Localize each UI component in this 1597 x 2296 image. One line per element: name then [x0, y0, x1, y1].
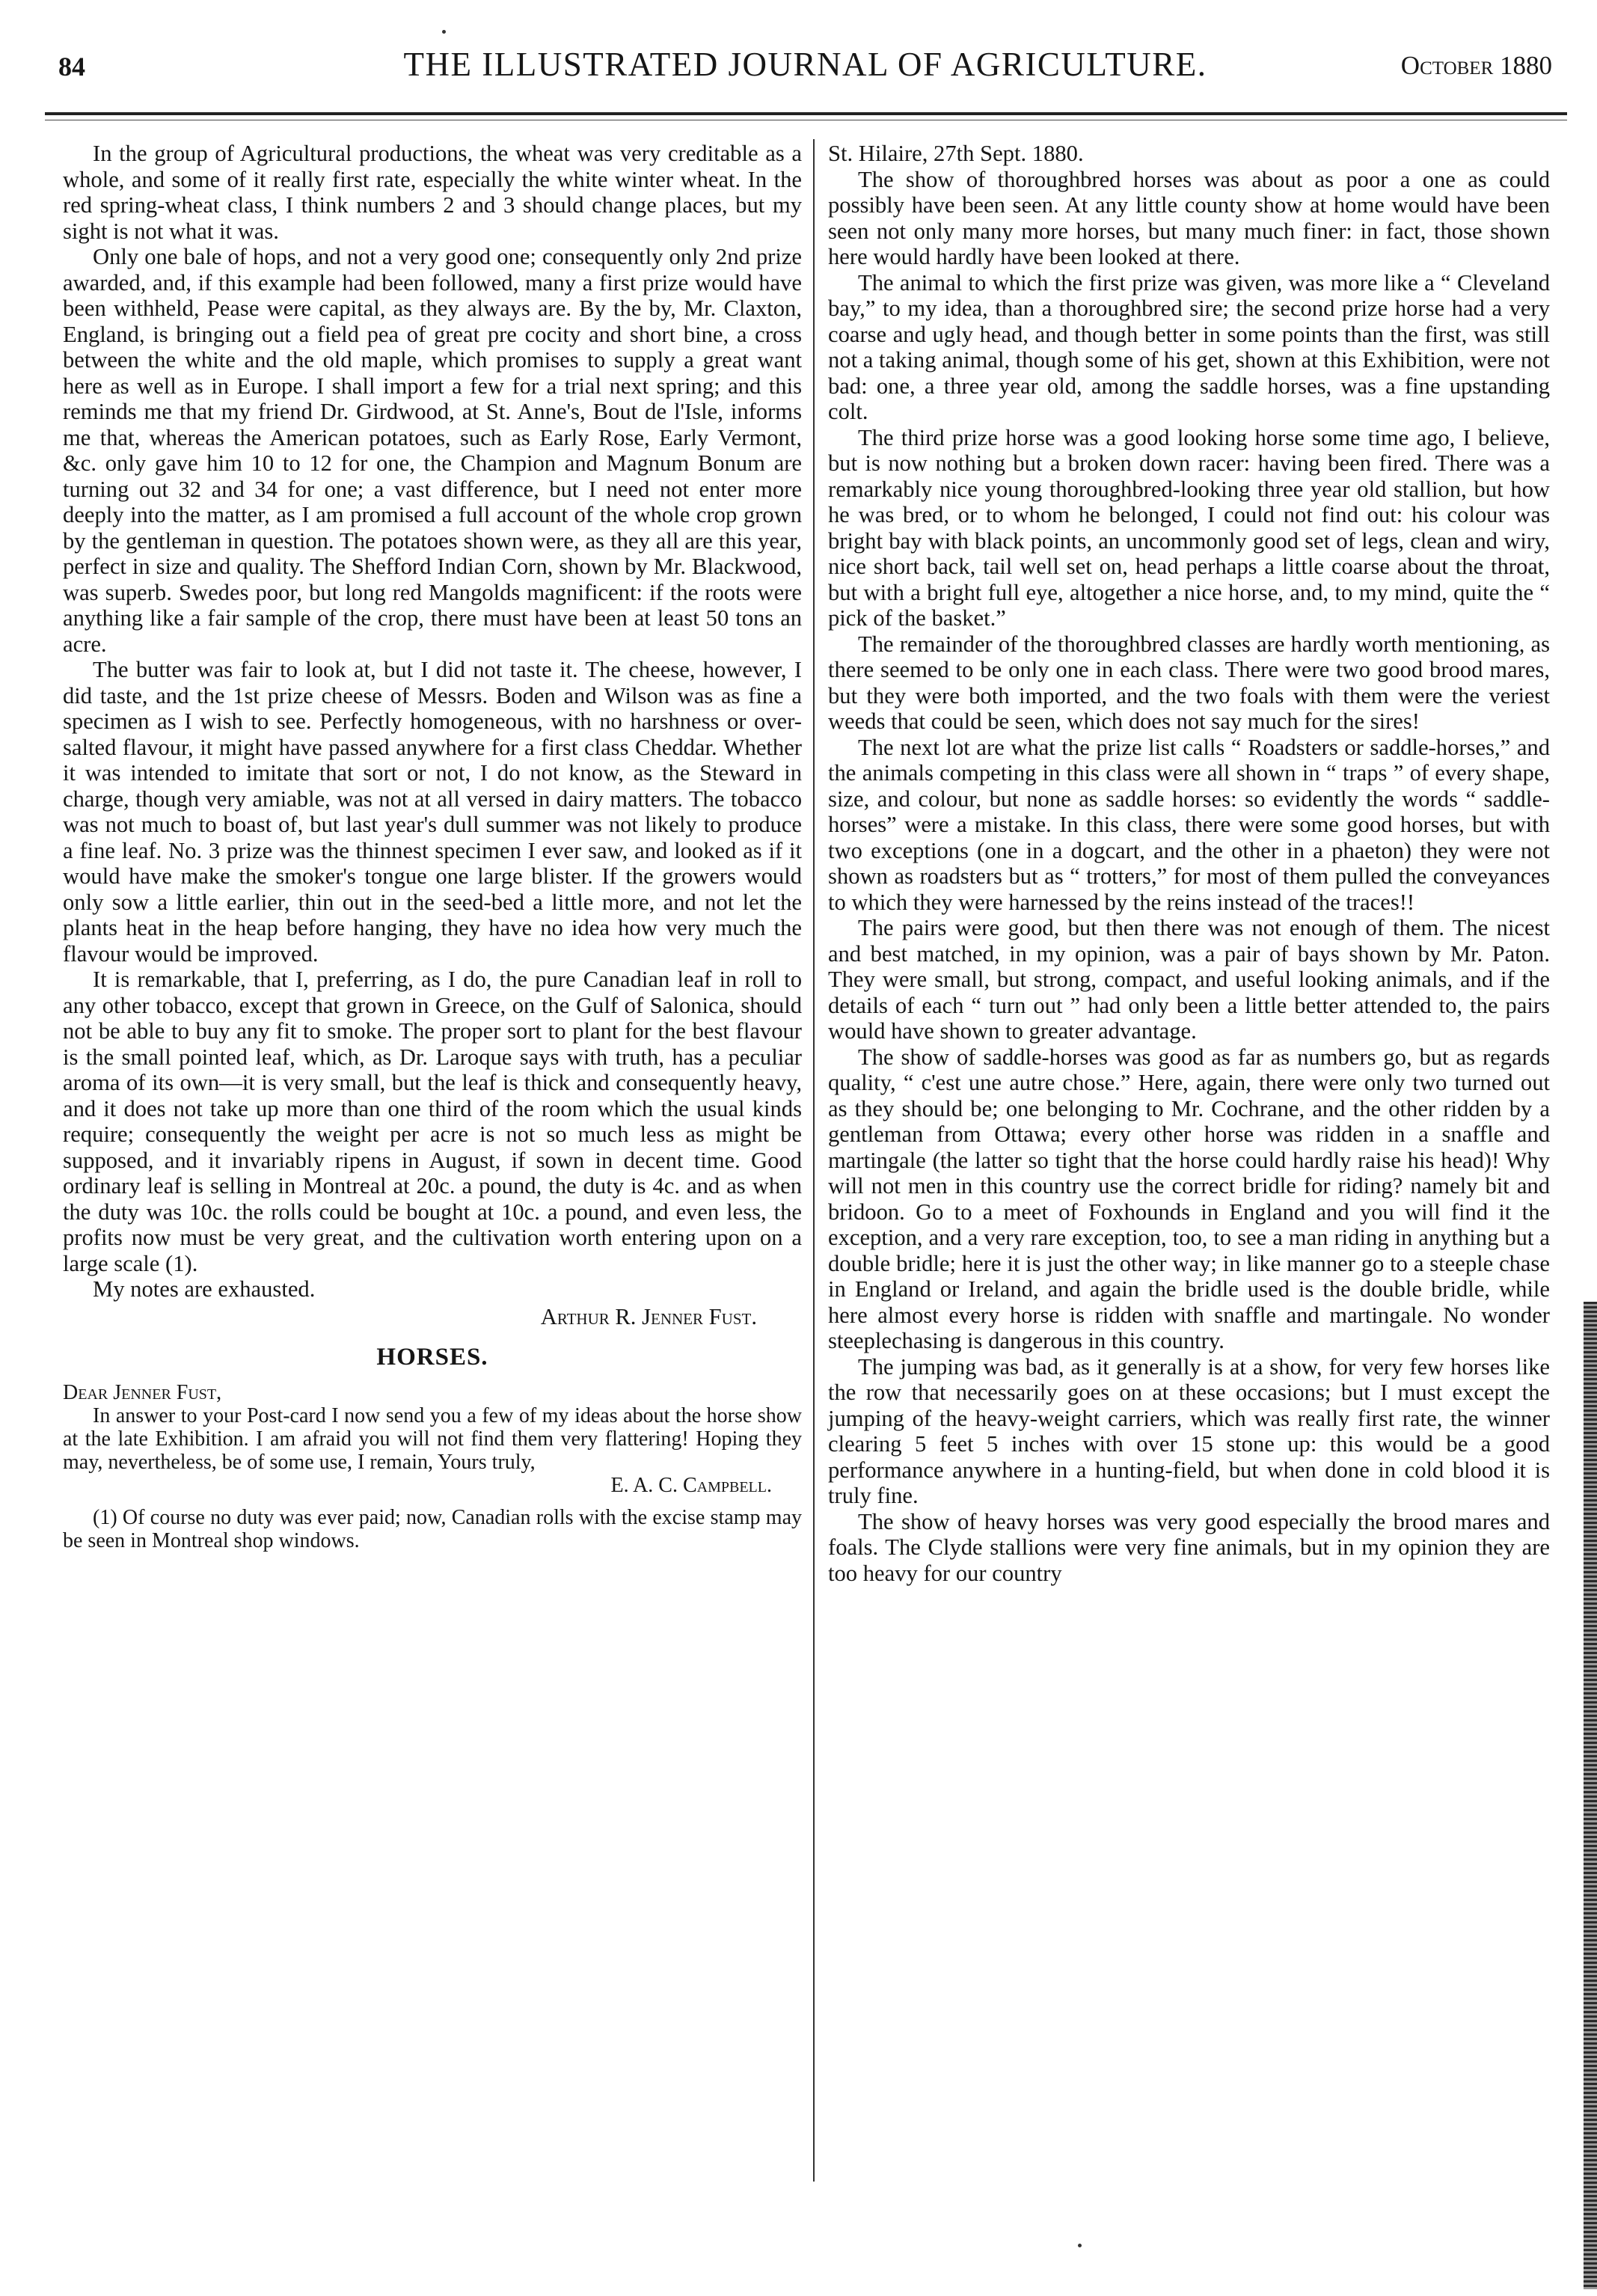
paragraph: The show of heavy horses was very good especially the brood mares and foals. The Clyde stallions were very fine animals, but in my opinion they are too heavy for our country: [828, 1508, 1550, 1586]
page-edge-scan-artifact: [1584, 1302, 1597, 2289]
paragraph: My notes are exhausted.: [93, 1276, 316, 1302]
paragraph: The next lot are what the prize list calls “ Roadsters or saddle-horses,” and the animals competing in this class were all shown in “ traps ” of every shape, size, and colour, but none as saddle horses: so evidently the words “ saddle-horses” were a mistake. In this class, there were some good horses, but with two exceptions (one in a dogcart, and the other in a phaeton) they were not shown as roadsters but as “ trotters,” for most of them pulled the conveyances to which they were harnessed by the reins instead of the traces!!: [828, 734, 1550, 915]
footnote: (1) Of course no duty was ever paid; now, Canadian rolls with the excise stamp may be seen in Montreal shop windows.: [63, 1505, 802, 1552]
paragraph: The butter was fair to look at, but I did not taste it. The cheese, however, I did taste, and the 1st prize cheese of Messrs. Boden and Wilson was as fine a specimen as I wish to see. Perfectly homogeneous, with no harshness or over-salted flavour, it might have passed anywhere for a first class Cheddar. Whether it was intended to imitate that sort or not, I do not know, as the Steward in charge, though very amiable, was not at all versed in dairy matters. The tobacco was not much to boast of, but last year's dull summer was not likely to produce a fine leaf. No. 3 prize was the thinnest specimen I ever saw, and looked as if it would have make the smoker's tongue one large blister. If the growers would only sow a little earlier, thin out in the seed-bed a little more, and not let the plants heat in the heap before hanging, they have no idea how very much the flavour would be improved.: [63, 657, 802, 967]
issue-date: October 1880: [1400, 51, 1552, 80]
column-divider: [813, 139, 815, 2182]
left-column: [63, 141, 802, 1552]
paragraph: The remainder of the thoroughbred classes are hardly worth mentioning, as there seemed to be only one in each class. There were two good brood mares, but they were both imported, and the two foals with them were the veriest weeds that could be seen, which does not say much for the sires!: [828, 631, 1550, 734]
paragraph: The jumping was bad, as it generally is at a show, for very few horses like the row that necessarily goes on at these occasions; but I must except the jumping of the heavy-weight carriers, which was really first rate, the winner clearing 5 feet 5 inches with over 15 stone up: this would be a good performance anywhere in a hunting-field, but when done in cold blood it is truly fine.: [828, 1353, 1550, 1508]
paragraph: The pairs were good, but then there was not enough of them. The nicest and best matched, in my opinion, was a pair of bays shown by Mr. Paton. They were small, but strong, compact, and useful looking animals, and if the details of each “ turn out ” had only been a little better attended to, the pairs would have shown to greater advantage.: [828, 915, 1550, 1044]
paragraph: The animal to which the first prize was given, was more like a “ Cleveland bay,” to my idea, than a thoroughbred sire; the second prize horse had a very coarse and ugly head, and though better in some points than the first, was still not a taking animal, though some of his get, shown at this Exhibition, were not bad: one, a three year old, among the saddle horses, was a fine upstanding colt.: [828, 269, 1550, 424]
page-number: 84: [58, 52, 85, 82]
dateline: St. Hilaire, 27th Sept. 1880.: [828, 141, 1084, 166]
paragraph: It is remarkable, that I, preferring, as I do, the pure Canadian leaf in roll to any other tobacco, except that grown in Greece, on the Gulf of Salonica, should not be able to buy any fit to smoke. The proper sort to plant for the best flavour is the small pointed leaf, which, as Dr. Laroque says with truth, has a peculiar aroma of its own—it is very small, but the leaf is thick and consequently heavy, and it does not take up more than one third of the room which the usual kinds require; consequently the weight per acre is not so much less as might be supposed, and it invariably ripens in August, if sown in decent time. Good ordinary leaf is selling in Montreal at 20c. a pound, the duty is 4c. and as when the duty was 10c. the rolls could be bought at 10c. a pound, and even less, the profits now must be very great, and the cultivation worth entering upon on a large scale (1).: [63, 967, 802, 1276]
letter-body: In answer to your Post-card I now send you a few of my ideas about the horse show at the late Exhibition. I am afraid you will not find them very flattering! Hoping they may, nevertheless, be of some use, I remain, Yours truly,: [63, 1403, 802, 1474]
paragraph: The show of saddle-horses was good as far as numbers go, but as regards quality, “ c'est une autre chose.” Here, again, there were only two turned out as they should be; one belonging to Mr. Cochrane, and the other ridden by a gentleman from Ottawa; every other horse was ridden in a snaffle and martingale (the latter so tight that the horse could hardly raise his head)! Why will not men in this country use the correct bridle for riding? namely bit and bridoon. Go to a meet of Foxhounds in England and you will find it the exception, and a very rare exception, too, to see a man riding in anything but a double bridle; here it is just the other way; in like manner go to a steeple chase in England or Ireland, and again the bridle used is the double bridle, while here almost every horse is ridden with snaffle and martingale. No wonder steeplechasing is dangerous in this country.: [828, 1044, 1550, 1353]
right-column: [828, 141, 1550, 1586]
paragraph: Only one bale of hops, and not a very good one; consequently only 2nd prize awarded, and, if this example had been followed, many a first prize would have been withheld, Pease were capital, as they always are. By the by, Mr. Claxton, England, is bringing out a field pea of great pre cocity and short bine, a cross between the white and the old maple, which promises to supply a great want here as well as in Europe. I shall import a few for a trial next spring; and this reminds me that my friend Dr. Girdwood, at St. Anne's, Bout de l'Isle, informs me that, whereas the American potatoes, such as Early Rose, Early Vermont, &c. only gave him 10 to 12 for one, the Champion and Magnum Bonum are turning out 32 and 34 for one; a vast difference, but I need not enter more deeply into the matter, as I am promised a full account of the whole crop grown by the gentleman in question. The potatoes shown were, as they all are this year, perfect in size and quality. The Shefford Indian Corn, shown by Mr. Blackwood, was superb. Swedes poor, but long red Mangolds magnificent: if the roots were anything like a fair sample of the crop, there must have been at least 50 tons an acre.: [63, 244, 802, 657]
author-signature: Arthur R. Jenner Fust.: [540, 1303, 757, 1329]
paragraph: The third prize horse was a good looking horse some time ago, I believe, but is now nothing but a broken down racer: having been fired. There was a remarkably nice young thoroughbred-looking three year old stallion, but how he was bred, or to whom he belonged, I could not find out: his colour was bright bay with black points, an uncommonly good set of legs, clean and wiry, nice short back, tail well set on, head perhaps a little coarse about the throat, but with a bright full eye, altogether a nice horse, and, to my mind, quite the “ pick of the basket.”: [828, 424, 1550, 631]
paragraph: The show of thoroughbred horses was about as poor a one as could possibly have been seen. At any little county show at home would have been seen not only many more horses, but many much finer: in fact, those shown here would hardly have been looked at there.: [828, 166, 1550, 269]
printer-mark: [442, 30, 446, 34]
letter-salutation: Dear Jenner Fust,: [63, 1380, 222, 1404]
letter-signature: E. A. C. Campbell.: [610, 1473, 772, 1497]
printer-mark: [1078, 2244, 1082, 2247]
section-heading: HORSES.: [376, 1344, 488, 1371]
paragraph: In the group of Agricultural productions, the wheat was very creditable as a whole, and some of it really first rate, especially the white winter wheat. In the red spring-wheat class, I think numbers 2 and 3 should change places, but my sight is not what it was.: [63, 141, 802, 244]
header-rule: [45, 112, 1567, 115]
journal-title: THE ILLUSTRATED JOURNAL OF AGRICULTURE.: [403, 46, 1207, 83]
page-header: [58, 45, 1552, 90]
